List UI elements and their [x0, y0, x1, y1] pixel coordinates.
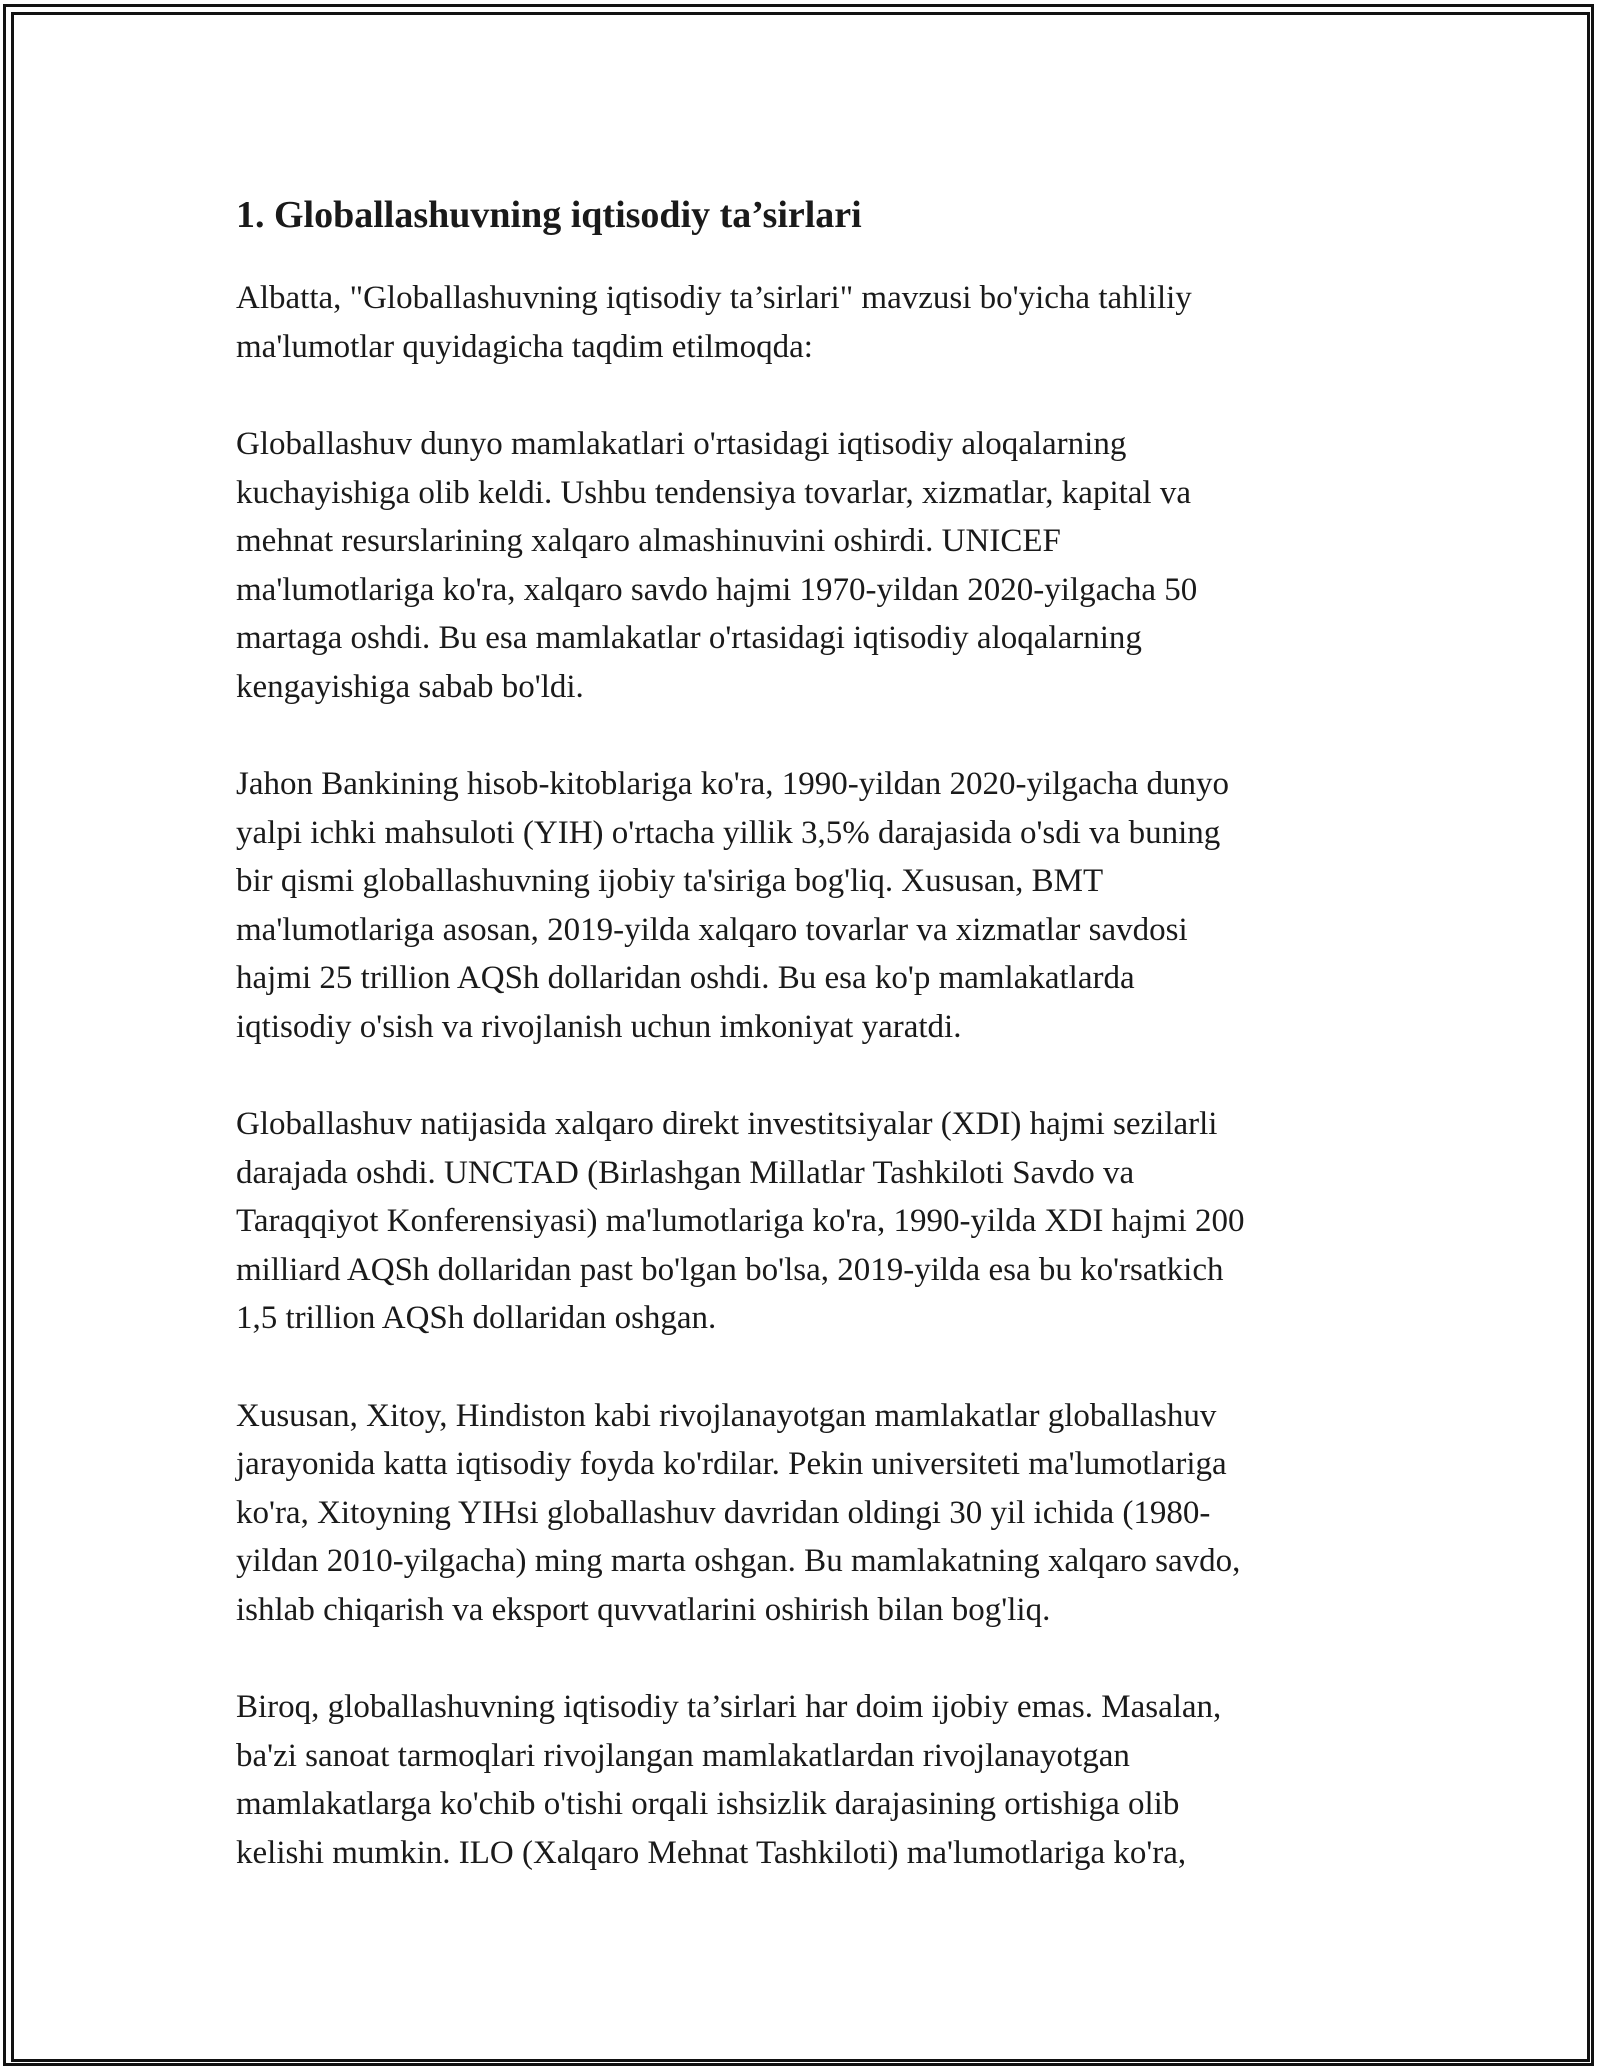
document-body: [236, 186, 1376, 1926]
text-line: ma'lumotlariga ko'ra, xalqaro savdo hajmi 1970-yildan 2020-yilgacha 50: [236, 571, 1198, 608]
text-line: iqtisodiy o'sish va rivojlanish uchun imkoniyat yaratdi.: [236, 1008, 962, 1045]
text-line: jarayonida katta iqtisodiy foyda ko'rdilar. Pekin universiteti ma'lumotlariga: [236, 1446, 1227, 1482]
text-line: Biroq, globallashuvning iqtisodiy ta’sirlari har doim ijobiy emas. Masalan,: [236, 1689, 1222, 1725]
paragraph-fdi: [236, 1100, 1376, 1343]
paragraph-world-bank: [236, 760, 1376, 1051]
text-line: milliard AQSh dollaridan past bo'lgan bo'lsa, 2019-yilda esa bu ko'rsatkich: [236, 1251, 1224, 1288]
text-line: yildan 2010-yilgacha) ming marta oshgan. Bu mamlakatning xalqaro savdo,: [236, 1543, 1241, 1579]
section-heading: 1. Globallashuvning iqtisodiy ta’sirlari: [236, 194, 862, 236]
text-line: martaga oshdi. Bu esa mamlakatlar o'rtasidagi iqtisodiy aloqalarning: [236, 620, 1142, 656]
text-line: mamlakatlarga ko'chib o'tishi orqali ishsizlik darajasining ortishiga olib: [236, 1786, 1180, 1822]
text-line: Globallashuv dunyo mamlakatlari o'rtasidagi iqtisodiy aloqalarning: [236, 426, 1127, 462]
text-line: kuchayishiga olib keldi. Ushbu tendensiya tovarlar, xizmatlar, kapital va: [236, 474, 1192, 511]
text-line: ma'lumotlariga asosan, 2019-yilda xalqaro tovarlar va xizmatlar savdosi: [236, 911, 1188, 948]
text-line: bir qismi globallashuvning ijobiy ta'siriga bog'liq. Xususan, BMT: [236, 863, 1104, 899]
text-line: Taraqqiyot Konferensiyasi) ma'lumotlariga ko'ra, 1990-yilda XDI hajmi 200: [236, 1203, 1245, 1239]
paragraph-negative-effects: [236, 1683, 1376, 1877]
text-line: Albatta, "Globallashuvning iqtisodiy ta’sirlari" mavzusi bo'yicha tahliliy: [236, 280, 1192, 316]
paragraph-intro: [236, 274, 1376, 371]
text-line: Jahon Bankining hisob-kitoblariga ko'ra, 1990-yildan 2020-yilgacha dunyo: [236, 766, 1230, 802]
text-line: mehnat resurslarining xalqaro almashinuvini oshirdi. UNICEF: [236, 523, 1061, 559]
text-line: ba'zi sanoat tarmoqlari rivojlangan mamlakatlardan rivojlanayotgan: [236, 1737, 1130, 1774]
text-line: kengayishiga sabab bo'ldi.: [236, 668, 584, 705]
text-line: ishlab chiqarish va eksport quvvatlarini oshirish bilan bog'liq.: [236, 1591, 1051, 1628]
text-line: ko'ra, Xitoyning YIHsi globallashuv davridan oldingi 30 yil ichida (1980-: [236, 1494, 1211, 1531]
text-line: hajmi 25 trillion AQSh dollaridan oshdi. Bu esa ko'p mamlakatlarda: [236, 960, 1135, 996]
text-line: yalpi ichki mahsuloti (YIH) o'rtacha yillik 3,5% darajasida o'sdi va buning: [236, 814, 1221, 851]
text-line: Xususan, Xitoy, Hindiston kabi rivojlanayotgan mamlakatlar globallashuv: [236, 1397, 1217, 1434]
paragraph-trade-growth: [236, 420, 1376, 711]
text-line: Globallashuv natijasida xalqaro direkt investitsiyalar (XDI) hajmi sezilarli: [236, 1106, 1218, 1142]
text-line: ma'lumotlar quyidagicha taqdim etilmoqda:: [236, 328, 813, 365]
text-line: kelishi mumkin. ILO (Xalqaro Mehnat Tashkiloti) ma'lumotlariga ko'ra,: [236, 1834, 1187, 1871]
text-line: darajada oshdi. UNCTAD (Birlashgan Millatlar Tashkiloti Savdo va: [236, 1154, 1135, 1191]
paragraph-developing-countries: [236, 1392, 1376, 1635]
text-line: 1,5 trillion AQSh dollaridan oshgan.: [236, 1300, 717, 1336]
